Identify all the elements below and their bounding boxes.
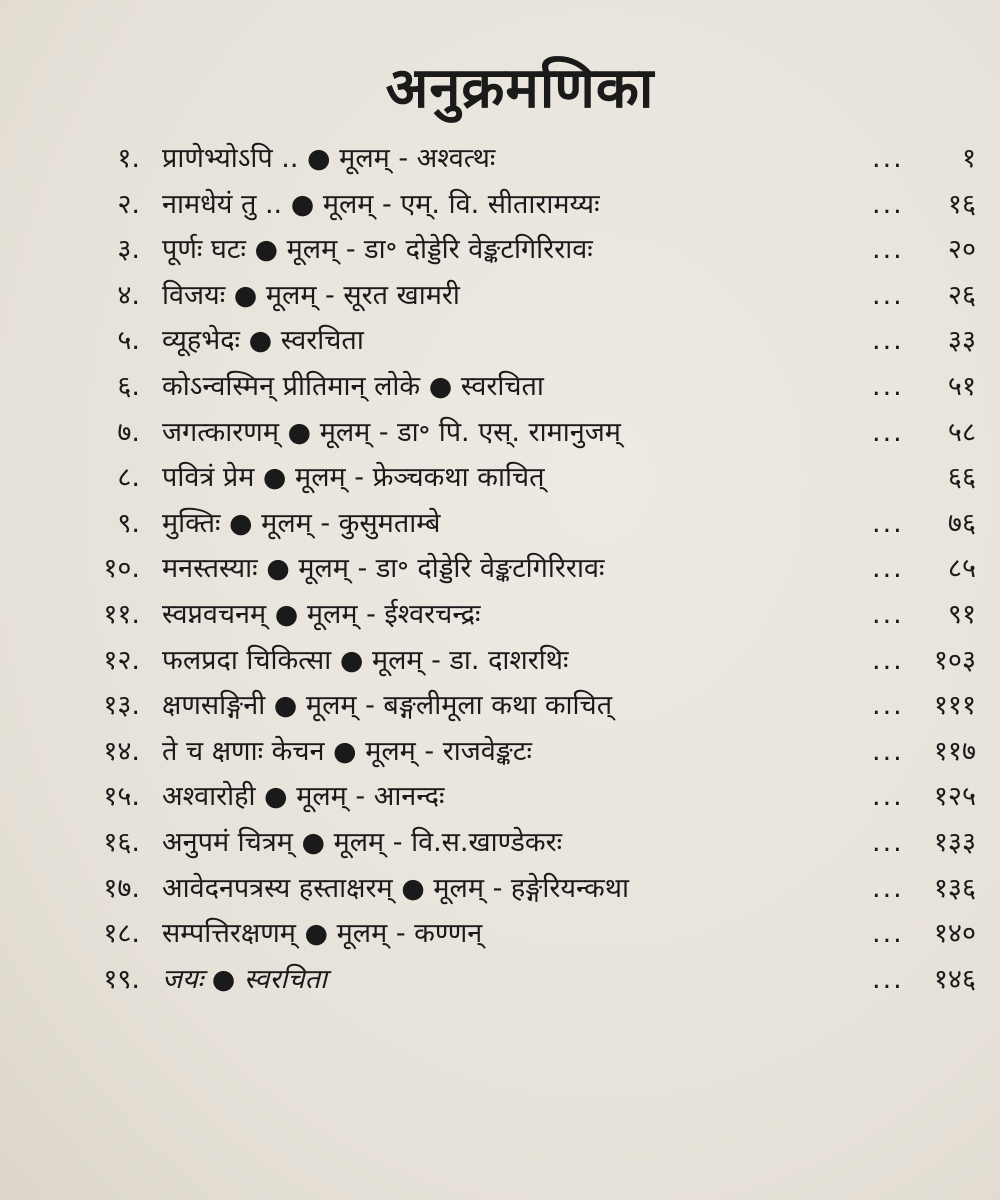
- entry-title: जयः ● स्वरचिता: [162, 963, 327, 995]
- entry-number: २.: [117, 188, 140, 220]
- entry-title: जगत्कारणम् ● मूलम् - डा॰ पि. एस्. रामानुजम्: [162, 416, 621, 448]
- leader-dots: ...: [872, 781, 904, 813]
- page-number: ५८: [947, 416, 976, 448]
- toc-entry: [92, 546, 992, 592]
- entry-title: क्षणसङ्गिनी ● मूलम् - बङ्गलीमूला कथा काचित्: [162, 690, 613, 722]
- entry-title: पवित्रं प्रेम ● मूलम् - फ्रेञ्चकथा काचित्: [162, 462, 545, 494]
- toc-entry: [92, 182, 992, 228]
- entry-title: ते च क्षणाः केचन ● मूलम् - राजवेङ्कटः: [162, 735, 532, 767]
- entry-title: मुक्तिः ● मूलम् - कुसुमताम्बे: [162, 507, 441, 539]
- toc-entry: [92, 957, 992, 1003]
- entry-number: १४.: [103, 735, 140, 767]
- entry-number: १.: [117, 143, 140, 174]
- table-of-contents: [92, 136, 992, 1002]
- page-number: २०: [947, 234, 976, 266]
- leader-dots: ...: [872, 416, 904, 448]
- toc-entry: [92, 729, 992, 775]
- entry-title: विजयः ● मूलम् - सूरत खामरी: [162, 279, 460, 311]
- toc-entry: [92, 911, 992, 957]
- page-number: १३३: [933, 826, 976, 858]
- entry-number: ९.: [117, 507, 140, 539]
- entry-title: नामधेयं तु .. ● मूलम् - एम्. वि. सीतारामय्यः: [162, 188, 600, 220]
- leader-dots: ...: [872, 143, 904, 174]
- toc-entry: [92, 820, 992, 866]
- page-number: २६: [947, 279, 976, 311]
- page-number: १४०: [933, 918, 976, 950]
- page-number: ११७: [933, 735, 976, 767]
- entry-title: सम्पत्तिरक्षणम् ● मूलम् - कण्णन्: [162, 918, 483, 950]
- entry-number: १३.: [103, 690, 140, 722]
- leader-dots: ...: [872, 188, 904, 220]
- page-number: ६६: [947, 462, 976, 494]
- leader-dots: ...: [872, 872, 904, 904]
- toc-entry: [92, 501, 992, 547]
- toc-entry: [92, 136, 992, 182]
- entry-title: पूर्णः घटः ● मूलम् - डा॰ दोड्डेरि वेङ्कटगिरिरावः: [162, 234, 593, 266]
- entry-number: १८.: [103, 918, 140, 950]
- entry-title: अश्वारोही ● मूलम् - आनन्दः: [162, 781, 445, 813]
- page-number: ८५: [947, 553, 976, 585]
- toc-entry: [92, 273, 992, 319]
- entry-number: १०.: [103, 553, 140, 585]
- page-number: ९१: [947, 598, 976, 630]
- entry-number: ५.: [117, 325, 140, 357]
- toc-entry: [92, 227, 992, 273]
- leader-dots: ...: [872, 735, 904, 767]
- entry-number: १७.: [103, 872, 140, 904]
- entry-number: १५.: [103, 781, 140, 813]
- leader-dots: ...: [872, 370, 904, 402]
- entry-number: ११.: [103, 598, 140, 630]
- page-number: १०३: [933, 644, 976, 676]
- page-number: ३३: [947, 325, 976, 357]
- entry-number: ४.: [117, 279, 140, 311]
- toc-entry: [92, 455, 992, 501]
- toc-entry: [92, 866, 992, 912]
- toc-entry: [92, 410, 992, 456]
- leader-dots: ...: [872, 690, 904, 722]
- page-number: १२५: [933, 781, 976, 813]
- entry-title: स्वप्नवचनम् ● मूलम् - ईश्वरचन्द्रः: [162, 598, 481, 630]
- toc-entry: [92, 364, 992, 410]
- entry-title: फलप्रदा चिकित्सा ● मूलम् - डा. दाशरथिः: [162, 644, 569, 676]
- leader-dots: ...: [872, 279, 904, 311]
- leader-dots: ...: [872, 918, 904, 950]
- page-number: १३६: [933, 872, 976, 904]
- page-number: १४६: [933, 963, 976, 995]
- leader-dots: ...: [872, 826, 904, 858]
- page-title: अनुक्रमणिका: [385, 56, 655, 121]
- entry-title: कोऽन्वस्मिन् प्रीतिमान् लोके ● स्वरचिता: [162, 370, 544, 402]
- leader-dots: ...: [872, 325, 904, 357]
- entry-number: ७.: [117, 416, 140, 448]
- leader-dots: ...: [872, 507, 904, 539]
- leader-dots: ...: [872, 644, 904, 676]
- leader-dots: ...: [872, 234, 904, 266]
- toc-entry: [92, 774, 992, 820]
- toc-entry: [92, 683, 992, 729]
- toc-entry: [92, 638, 992, 684]
- entry-number: ६.: [117, 370, 140, 402]
- entry-number: १६.: [103, 826, 140, 858]
- entry-number: १२.: [103, 644, 140, 676]
- entry-title: व्यूहभेदः ● स्वरचिता: [162, 325, 364, 357]
- toc-entry: [92, 592, 992, 638]
- entry-number: ८.: [117, 462, 140, 494]
- entry-number: १९.: [103, 963, 140, 995]
- page-number: १११: [933, 690, 976, 722]
- toc-entry: [92, 318, 992, 364]
- page-number: १: [961, 143, 976, 174]
- entry-title: अनुपमं चित्रम् ● मूलम् - वि.स.खाण्डेकरः: [162, 826, 563, 858]
- entry-number: ३.: [117, 234, 140, 266]
- entry-title: आवेदनपत्रस्य हस्ताक्षरम् ● मूलम् - हङ्गेरियन्कथा: [162, 872, 630, 904]
- page-number: १६: [947, 188, 976, 220]
- entry-title: प्राणेभ्योऽपि .. ● मूलम् - अश्वत्थः: [162, 143, 496, 174]
- entry-title: मनस्तस्याः ● मूलम् - डा॰ दोड्डेरि वेङ्कटगिरिरावः: [162, 553, 605, 585]
- page-number: ७६: [947, 507, 976, 539]
- leader-dots: ...: [872, 598, 904, 630]
- leader-dots: ...: [872, 963, 904, 995]
- page-number: ५१: [947, 370, 976, 402]
- leader-dots: ...: [872, 553, 904, 585]
